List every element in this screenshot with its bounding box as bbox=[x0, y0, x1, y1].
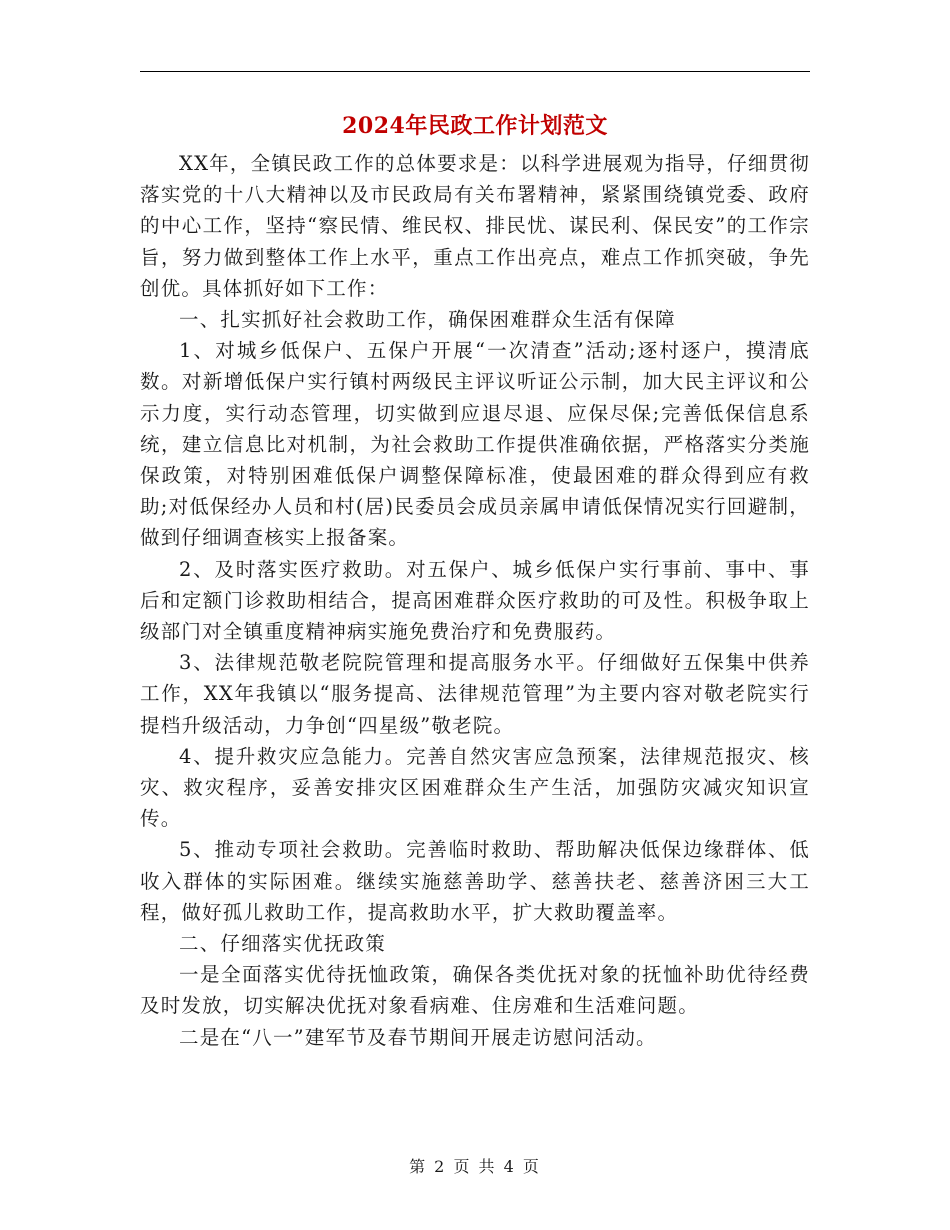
document-body bbox=[140, 148, 810, 1053]
paragraph-item-1: 1、对城乡低保户、五保户开展“一次清查”活动;逐村逐户，摸清底数。对新增低保户实行镇村两级民主评议听证公示制，加大民主评议和公示力度，实行动态管理，切实做到应退尽退、应保尽保;完善低保信息系统，建立信息比对机制，为社会救助工作提供准确依据，严格落实分类施保政策，对特别困难低保户调整保障标准，使最困难的群众得到应有救助;对低保经办人员和村(居)民委员会成员亲属申请低保情况实行回避制，做到仔细调查核实上报备案。 bbox=[140, 339, 810, 550]
paragraph-item-5: 5、推动专项社会救助。完善临时救助、帮助解决低保边缘群体、低收入群体的实际困难。继续实施慈善助学、慈善扶老、慈善济困三大工程，做好孤儿救助工作，提高救助水平，扩大救助覆盖率。 bbox=[140, 838, 810, 924]
paragraph-item-2: 2、及时落实医疗救助。对五保户、城乡低保户实行事前、事中、事后和定额门诊救助相结合，提高困难群众医疗救助的可及性。积极争取上级部门对全镇重度精神病实施免费治疗和免费服药。 bbox=[140, 557, 810, 644]
paragraph-item-4: 4、提升救灾应急能力。完善自然灾害应急预案，法律规范报灾、核灾、救灾程序，妥善安排灾区困难群众生产生活，加强防灾减灾知识宣传。 bbox=[140, 744, 810, 831]
paragraph-point-one: 一是全面落实优待抚恤政策，确保各类优抚对象的抚恤补助优待经费及时发放，切实解决优抚对象看病难、住房难和生活难问题。 bbox=[140, 963, 810, 1018]
document-title: 2024年民政工作计划范文 bbox=[342, 113, 608, 139]
paragraph-intro: XX年，全镇民政工作的总体要求是：以科学进展观为指导，仔细贯彻落实党的十八大精神以及市民政局有关布署精神，紧紧围绕镇党委、政府的中心工作，坚持“察民情、维民权、排民忧、谋民利、保民安”的工作宗旨，努力做到整体工作上水平，重点工作出亮点，难点工作抓突破，争先创优。具体抓好如下工作： bbox=[140, 152, 810, 300]
paragraph-item-3: 3、法律规范敬老院院管理和提高服务水平。仔细做好五保集中供养工作，XX年我镇以“服务提高、法律规范管理”为主要内容对敬老院实行提档升级活动，力争创“四星级”敬老院。 bbox=[140, 651, 810, 737]
section-heading-social-aid: 一、扎实抓好社会救助工作，确保困难群众生活有保障 bbox=[179, 308, 676, 332]
header-rule bbox=[140, 71, 810, 72]
section-heading-preferential: 二、仔细落实优抚政策 bbox=[179, 932, 387, 956]
paragraph-point-two: 二是在“八一”建军节及春节期间开展走访慰问活动。 bbox=[179, 1025, 657, 1049]
page-number-footer: 第 2 页 共 4 页 bbox=[409, 1157, 541, 1176]
